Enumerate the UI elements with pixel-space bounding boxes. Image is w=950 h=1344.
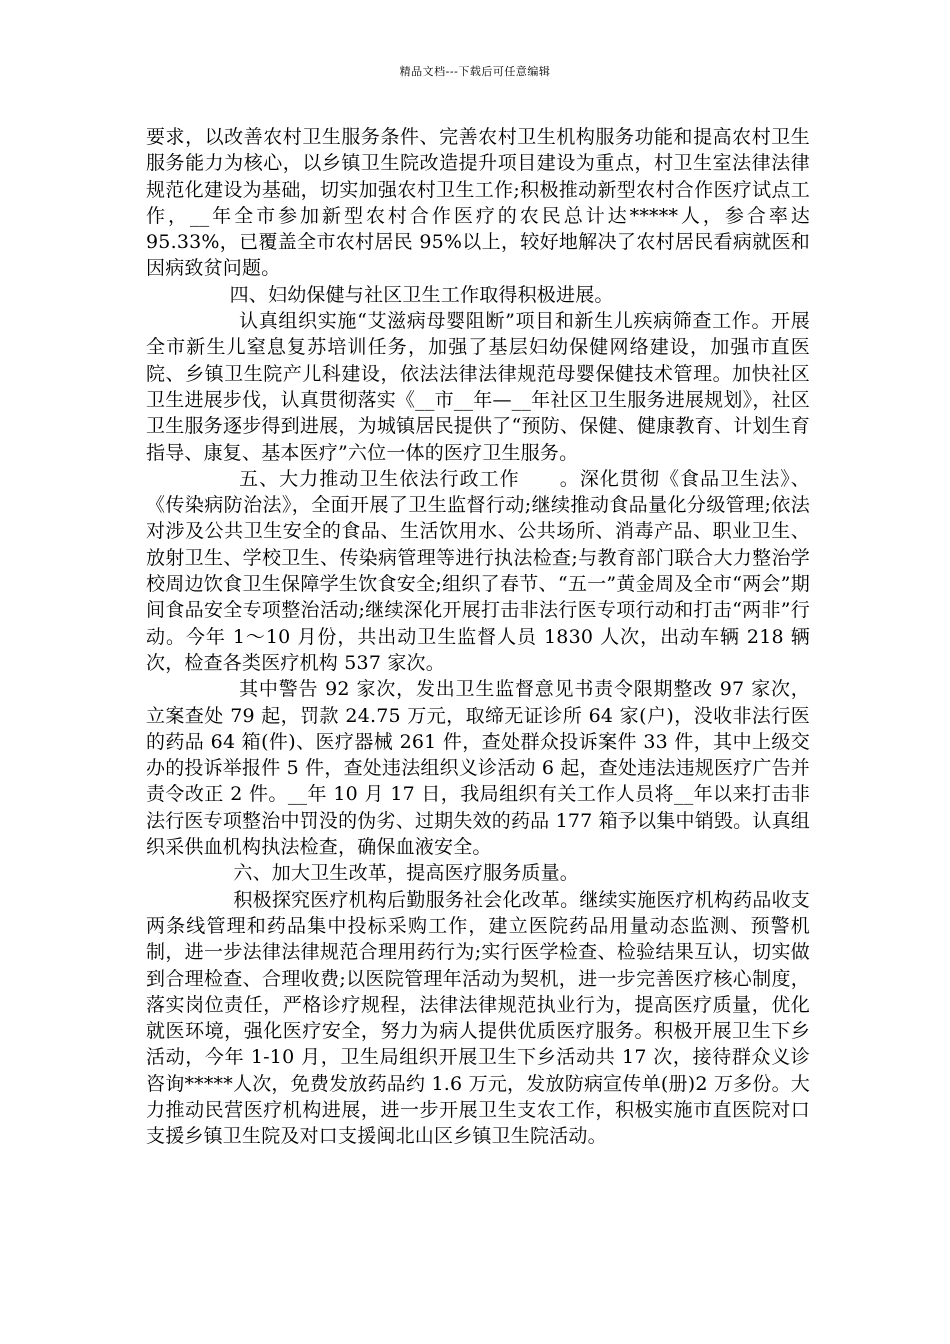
section-heading-health-reform: 六、加大卫生改革，提高医疗服务质量。 — [233, 862, 579, 885]
paragraph-enforcement-results: 其中警告 92 家次，发出卫生监督意见书责令限期整改 97 家次，立案查处 79 起，罚款 24.75 万元，取缔无证诊所 64 家(户)，没收非法行医的药品 64 箱(件)、医疗器械 261 件，查处群众投诉案件 33 件，其中上级交办的投诉举报件 5 件，查处违法组织义诊活动 6 起，查处违法违规医疗广告并责令改正 2 件。__年 10 月 17 日，我局组织有关工作人员将__年以来打击非法行医专项整治中罚没的伪劣、过期失效的药品 177 箱予以集中销毁。认真组织采供血机构执法检查，确保血液安全。 — [146, 678, 810, 859]
paragraph-health-reform: 积极探究医疗机构后勤服务社会化改革。继续实施医疗机构药品收支两条线管理和药品集中投标采购工作，建立医院药品用量动态监测、预警机制，进一步法律法律规范合理用药行为;实行医学检查、检验结果互认，切实做到合理检查、合理收费;以医院管理年活动为契机，进一步完善医疗核心制度，落实岗位责任，严格诊疗规程，法律法律规范执业行为，提高医疗质量，优化就医环境，强化医疗安全，努力为病人提供优质医疗服务。积极开展卫生下乡活动，今年 1-10 月，卫生局组织开展卫生下乡活动共 17 次，接待群众义诊咨询*****人次，免费发放药品约 1.6 万元，发放防病宣传单(册)2 万多份。大力推动民营医疗机构进展，进一步开展卫生支农工作，积极实施市直医院对口支援乡镇卫生院及对口支援闽北山区乡镇卫生院活动。 — [146, 888, 810, 1148]
page-header: 精品文档---下载后可任意编辑 — [399, 65, 551, 78]
section-heading-maternal-child-health: 四、妇幼保健与社区卫生工作取得积极进展。 — [229, 283, 614, 306]
paragraph-maternal-child-health: 认真组织实施“艾滋病母婴阻断”项目和新生儿疾病筛查工作。开展全市新生儿窒息复苏培训任务，加强了基层妇幼保健网络建设，加强市直医院、乡镇卫生院产儿科建设，依法法律法律规范母婴保健技术管理。加快社区卫生进展步伐，认真贯彻落实《__市__年—__年社区卫生服务进展规划》，社区卫生服务逐步得到进展，为城镇居民提供了“预防、保健、健康教育、计划生育指导、康复、基本医疗”六位一体的医疗卫生服务。 — [146, 310, 810, 464]
document-body — [146, 124, 810, 1150]
section-heading-law-enforcement: 五、大力推动卫生依法行政工作 。深化贯彻《食品卫生法》、《传染病防治法》，全面开展了卫生监督行动;继续推动食品量化分级管理;依法对涉及公共卫生安全的食品、生活饮用水、公共场所、消毒产品、职业卫生、放射卫生、学校卫生、传染病管理等进行执法检查;与教育部门联合大力整治学校周边饮食卫生保障学生饮食安全;组织了春节、“五一”黄金周及全市“两会”期间食品安全专项整治活动;继续深化开展打击非法行医专项行动和打击“两非”行动。今年 1～10 月份，共出动卫生监督人员 1830 人次，出动车辆 218 辆次，检查各类医疗机构 537 家次。 — [146, 467, 810, 674]
paragraph-rural-health: 要求，以改善农村卫生服务条件、完善农村卫生机构服务功能和提高农村卫生服务能力为核心，以乡镇卫生院改造提升项目建设为重点，村卫生室法律法律规范化建设为基础，切实加强农村卫生工作;积极推动新型农村合作医疗试点工作，__年全市参加新型农村合作医疗的农民总计达*****人，参合率达 95.33%，已覆盖全市农村居民 95%以上，较好地解决了农村居民看病就医和因病致贫问题。 — [146, 126, 810, 280]
